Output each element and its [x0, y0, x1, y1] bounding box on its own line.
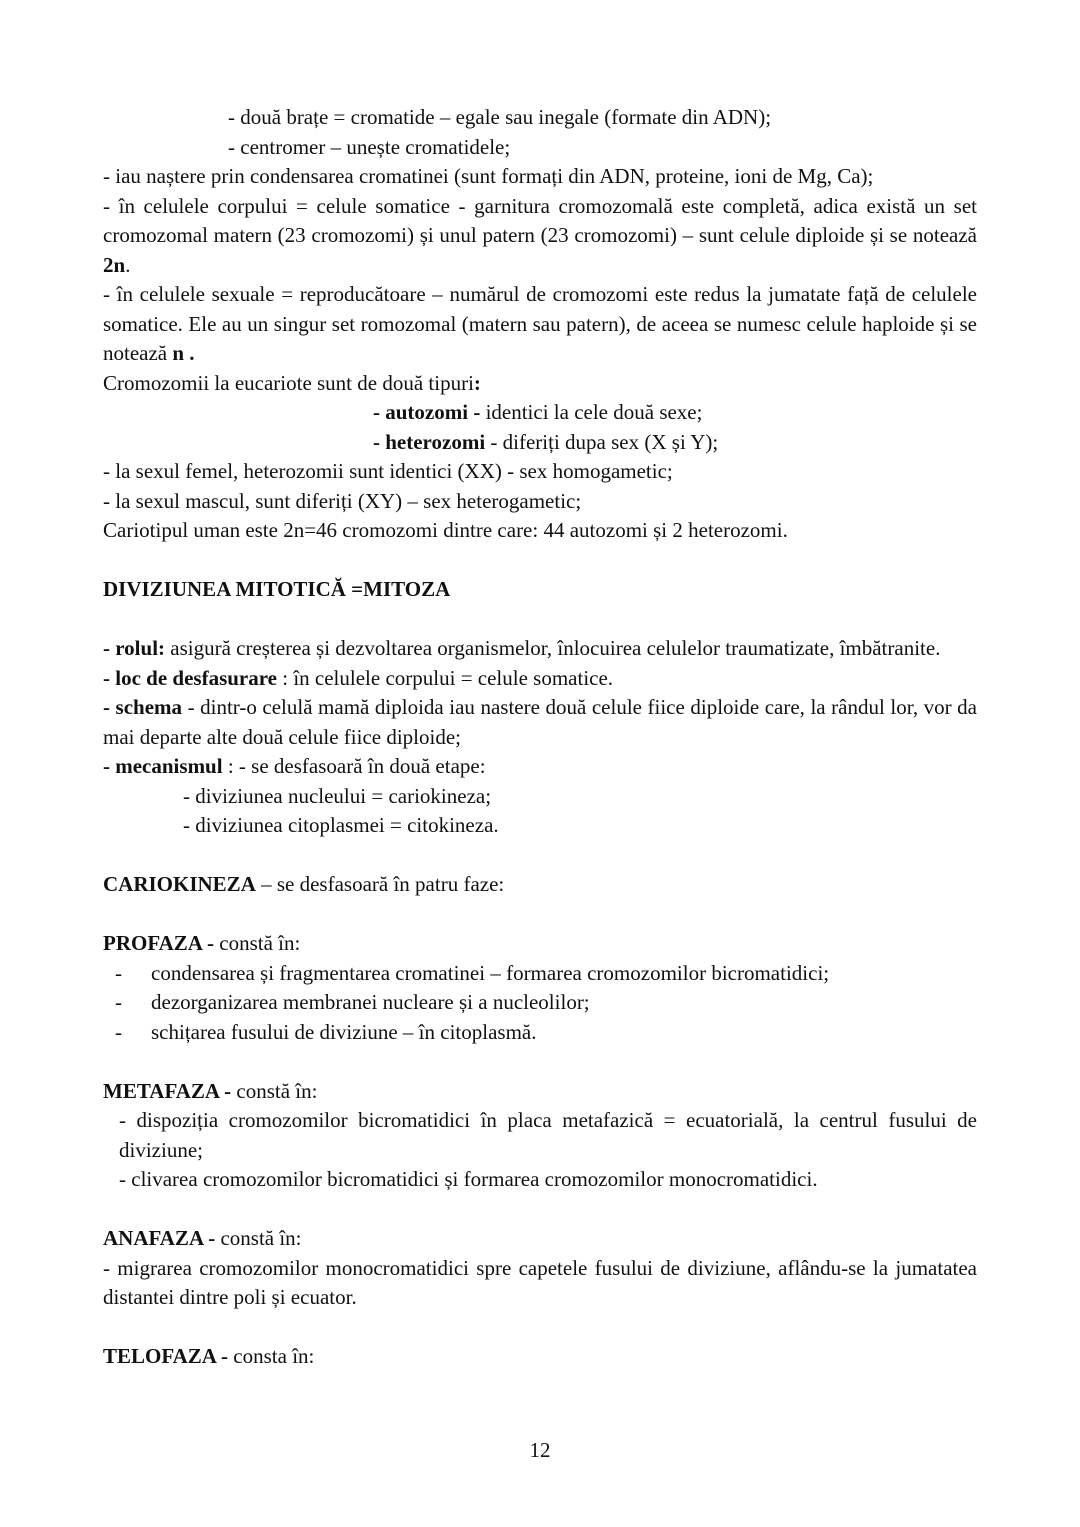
bold-term: CARIOKINEZA	[103, 872, 256, 896]
text-line: - iau naștere prin condensarea cromatinei (sunt formați din ADN, proteine, ioni de Mg, Ca);	[103, 164, 874, 188]
section-heading-mitoza: DIVIZIUNEA MITOTICĂ =MITOZA	[103, 577, 451, 601]
text-span: : - se desfasoară în două etape:	[222, 754, 486, 778]
text-line: - două brațe = cromatide – egale sau inegale (formate din ADN);	[228, 105, 772, 129]
text-line: - diviziunea nucleului = cariokineza;	[183, 783, 492, 808]
bold-term: ANAFAZA -	[103, 1226, 216, 1250]
paragraph-loc	[103, 664, 977, 694]
text-span: - dintr-o celulă mamă diploida iau nastere două celule fiice diploide care, la rândul lor, vor da mai departe alte două celule fiice diploide;	[103, 695, 977, 749]
text-span: consta în:	[228, 1344, 315, 1368]
section-heading-metafaza	[103, 1077, 977, 1107]
profaza-list	[103, 959, 977, 1048]
text-span: Cromozomii la eucariote sunt de două tipuri	[103, 370, 474, 395]
text-span: – se desfasoară în patru faze:	[255, 872, 505, 896]
text-span: .	[125, 252, 131, 277]
bold-term: - mecanismul	[103, 754, 223, 778]
text-line	[103, 369, 977, 399]
text-span: identici la cele două sexe;	[480, 400, 703, 424]
bold-term: 2n	[103, 252, 126, 277]
bold-term: - autozomi -	[373, 400, 481, 424]
paragraph-schema	[103, 693, 977, 752]
bold-term: - heterozomi	[373, 429, 486, 454]
section-heading-profaza	[103, 929, 977, 959]
text-span: - diferiți dupa sex (X și Y);	[485, 429, 719, 454]
list-item: - condensarea și fragmentarea cromatinei – formarea cromozomilor bicromatidici;	[115, 959, 977, 989]
section-heading-anafaza	[103, 1224, 977, 1254]
text-span: - în celulele corpului = celule somatice - garnitura cromozomală este completă, adica există un set cromozomal matern (23 cromozomi) și unul patern (23 cromozomi) – sunt celule diploide și se notează	[103, 193, 977, 247]
page-number: 12	[529, 1438, 551, 1462]
text-line: - migrarea cromozomilor monocromatidici spre capetele fusului de diviziune, aflându-se la jumatatea distantei dintre poli și ecuator.	[103, 1255, 977, 1309]
paragraph-sex-cells	[103, 280, 977, 369]
text-line: - dispoziția cromozomilor bicromatidici în placa metafazică = ecuatorială, la centrul fusului de diviziune;	[119, 1108, 977, 1162]
text-span: constă în:	[215, 1226, 302, 1250]
bold-term: - schema	[103, 695, 183, 719]
text-line: - la sexul femel, heterozomii sunt identici (XX) - sex homogametic;	[103, 459, 673, 483]
section-heading-telofaza	[103, 1342, 977, 1372]
text-span: constă în:	[214, 931, 301, 955]
bold-term: :	[473, 370, 481, 395]
paragraph-somatic-cells	[103, 192, 977, 281]
text-line: - la sexul mascul, sunt diferiți (XY) – sex heterogametic;	[103, 488, 582, 513]
bold-term: METAFAZA -	[103, 1078, 232, 1103]
bold-term: n .	[172, 341, 195, 365]
text-line	[103, 398, 977, 428]
bold-term: TELOFAZA -	[103, 1344, 229, 1368]
text-span: asigură creșterea și dezvoltarea organismelor, înlocuirea celulelor traumatizate, îmbătranite.	[165, 636, 941, 660]
bold-term: - rolul:	[103, 636, 166, 660]
text-span: - în celulele sexuale = reproducătoare – numărul de cromozomi este redus la jumatate față de celulele somatice. Ele au un singur set romozomal (matern sau patern), de aceea se numesc celule haploide și se notează	[103, 282, 977, 365]
text-span: constă în:	[231, 1078, 318, 1103]
section-heading-cariokineza	[103, 870, 977, 900]
text-span: : în celulele corpului = celule somatice.	[277, 665, 614, 690]
bold-term: PROFAZA -	[103, 931, 215, 955]
text-line: Cariotipul uman este 2n=46 cromozomi dintre care: 44 autozomi și 2 heterozomi.	[103, 518, 788, 542]
text-line: - clivarea cromozomilor bicromatidici și formarea cromozomilor monocromatidici.	[119, 1167, 818, 1191]
text-line: - centromer – unește cromatidele;	[228, 134, 511, 159]
page-content	[103, 103, 977, 1372]
text-line	[103, 428, 977, 458]
text-line: - diviziunea citoplasmei = citokineza.	[183, 813, 499, 837]
list-item: - schițarea fusului de diviziune – în citoplasmă.	[115, 1018, 977, 1048]
paragraph-mecanism	[103, 752, 977, 782]
paragraph-rol	[103, 634, 977, 664]
bold-term: - loc de desfasurare	[103, 665, 277, 690]
list-item: - dezorganizarea membranei nucleare și a nucleolilor;	[115, 988, 977, 1018]
